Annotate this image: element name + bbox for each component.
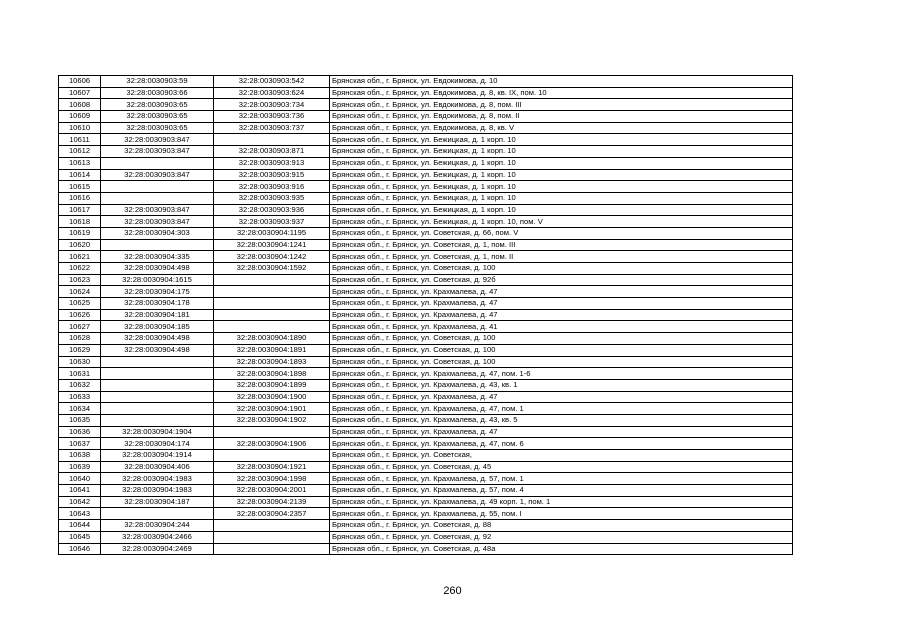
parcel-number-cell [101, 508, 214, 520]
parcel-number-cell: 32:28:0030904:178 [101, 298, 214, 310]
table-row [59, 379, 793, 391]
address-cell: Брянская обл., г. Брянск, ул. Советская, д. 100 [330, 344, 793, 356]
object-number-cell [214, 450, 330, 462]
address-cell: Брянская обл., г. Брянск, ул. Крахмалева, д. 47, пом. 6 [330, 438, 793, 450]
address-cell: Брянская обл., г. Брянск, ул. Бежицкая, д. 1 корп. 10 [330, 146, 793, 158]
address-cell: Брянская обл., г. Брянск, ул. Бежицкая, д. 1 корп. 10 [330, 192, 793, 204]
row-number-cell: 10611 [59, 134, 101, 146]
table-row [59, 309, 793, 321]
table-row [59, 263, 793, 275]
row-number-cell: 10622 [59, 263, 101, 275]
address-cell: Брянская обл., г. Брянск, ул. Крахмалева, д. 47 [330, 426, 793, 438]
row-number-cell: 10636 [59, 426, 101, 438]
row-number-cell: 10607 [59, 87, 101, 99]
object-number-cell: 32:28:0030903:916 [214, 181, 330, 193]
parcel-number-cell: 32:28:0030903:847 [101, 216, 214, 228]
row-number-cell: 10643 [59, 508, 101, 520]
address-cell: Брянская обл., г. Брянск, ул. Крахмалева, д. 47, пом. 1 [330, 403, 793, 415]
parcel-number-cell [101, 403, 214, 415]
address-cell: Брянская обл., г. Брянск, ул. Бежицкая, д. 1 корп. 10, пом. V [330, 216, 793, 228]
object-number-cell: 32:28:0030904:1195 [214, 227, 330, 239]
row-number-cell: 10617 [59, 204, 101, 216]
registry-table [58, 75, 793, 555]
row-number-cell: 10632 [59, 379, 101, 391]
row-number-cell: 10630 [59, 356, 101, 368]
address-cell: Брянская обл., г. Брянск, ул. Советская, д. 48а [330, 543, 793, 555]
table-row [59, 192, 793, 204]
parcel-number-cell: 32:28:0030903:847 [101, 169, 214, 181]
table-row [59, 344, 793, 356]
table-row [59, 298, 793, 310]
registry-table-body [59, 76, 793, 555]
table-row [59, 438, 793, 450]
row-number-cell: 10614 [59, 169, 101, 181]
object-number-cell [214, 520, 330, 532]
object-number-cell: 32:28:0030903:734 [214, 99, 330, 111]
row-number-cell: 10644 [59, 520, 101, 532]
object-number-cell [214, 321, 330, 333]
address-cell: Брянская обл., г. Брянск, ул. Евдокимова, д. 8, кв. V [330, 122, 793, 134]
parcel-number-cell: 32:28:0030904:498 [101, 263, 214, 275]
address-cell: Брянская обл., г. Брянск, ул. Крахмалева, д. 47 [330, 286, 793, 298]
parcel-number-cell [101, 414, 214, 426]
row-number-cell: 10631 [59, 368, 101, 380]
object-number-cell: 32:28:0030903:936 [214, 204, 330, 216]
row-number-cell: 10620 [59, 239, 101, 251]
table-row [59, 157, 793, 169]
address-cell: Брянская обл., г. Брянск, ул. Бежицкая, д. 1 корп. 10 [330, 204, 793, 216]
row-number-cell: 10623 [59, 274, 101, 286]
row-number-cell: 10613 [59, 157, 101, 169]
table-row [59, 286, 793, 298]
object-number-cell: 32:28:0030903:937 [214, 216, 330, 228]
page-number: 260 [443, 585, 462, 597]
parcel-number-cell [101, 391, 214, 403]
parcel-number-cell: 32:28:0030903:65 [101, 99, 214, 111]
parcel-number-cell [101, 192, 214, 204]
address-cell: Брянская обл., г. Брянск, ул. Бежицкая, д. 1 корп. 10 [330, 134, 793, 146]
row-number-cell: 10635 [59, 414, 101, 426]
parcel-number-cell [101, 356, 214, 368]
table-row [59, 531, 793, 543]
object-number-cell: 32:28:0030904:1899 [214, 379, 330, 391]
parcel-number-cell: 32:28:0030904:1983 [101, 473, 214, 485]
table-row [59, 251, 793, 263]
table-row [59, 204, 793, 216]
row-number-cell: 10641 [59, 485, 101, 497]
parcel-number-cell: 32:28:0030903:847 [101, 204, 214, 216]
row-number-cell: 10645 [59, 531, 101, 543]
parcel-number-cell [101, 239, 214, 251]
address-cell: Брянская обл., г. Брянск, ул. Евдокимова, д. 10 [330, 76, 793, 88]
table-row [59, 520, 793, 532]
row-number-cell: 10646 [59, 543, 101, 555]
address-cell: Брянская обл., г. Брянск, ул. Советская, д. 45 [330, 461, 793, 473]
address-cell: Брянская обл., г. Брянск, ул. Евдокимова, д. 8, пом. II [330, 111, 793, 123]
address-cell: Брянская обл., г. Брянск, ул. Советская, д. 92б [330, 274, 793, 286]
object-number-cell: 32:28:0030903:915 [214, 169, 330, 181]
parcel-number-cell: 32:28:0030904:303 [101, 227, 214, 239]
object-number-cell [214, 531, 330, 543]
object-number-cell: 32:28:0030904:1890 [214, 333, 330, 345]
row-number-cell: 10615 [59, 181, 101, 193]
parcel-number-cell: 32:28:0030903:847 [101, 146, 214, 158]
parcel-number-cell: 32:28:0030904:498 [101, 333, 214, 345]
table-row [59, 146, 793, 158]
row-number-cell: 10627 [59, 321, 101, 333]
parcel-number-cell: 32:28:0030904:2469 [101, 543, 214, 555]
table-row [59, 426, 793, 438]
parcel-number-cell: 32:28:0030904:498 [101, 344, 214, 356]
table-row [59, 450, 793, 462]
parcel-number-cell: 32:28:0030904:2466 [101, 531, 214, 543]
table-row [59, 239, 793, 251]
parcel-number-cell [101, 157, 214, 169]
row-number-cell: 10625 [59, 298, 101, 310]
table-row [59, 496, 793, 508]
parcel-number-cell [101, 181, 214, 193]
parcel-number-cell: 32:28:0030903:65 [101, 122, 214, 134]
table-row [59, 543, 793, 555]
parcel-number-cell: 32:28:0030904:174 [101, 438, 214, 450]
object-number-cell: 32:28:0030904:1893 [214, 356, 330, 368]
table-row [59, 227, 793, 239]
address-cell: Брянская обл., г. Брянск, ул. Крахмалева, д. 47 [330, 309, 793, 321]
object-number-cell [214, 134, 330, 146]
address-cell: Брянская обл., г. Брянск, ул. Советская, д. 88 [330, 520, 793, 532]
object-number-cell: 32:28:0030904:1898 [214, 368, 330, 380]
object-number-cell: 32:28:0030904:1921 [214, 461, 330, 473]
table-row [59, 111, 793, 123]
object-number-cell: 32:28:0030903:737 [214, 122, 330, 134]
object-number-cell: 32:28:0030904:1902 [214, 414, 330, 426]
parcel-number-cell [101, 379, 214, 391]
parcel-number-cell: 32:28:0030903:59 [101, 76, 214, 88]
object-number-cell: 32:28:0030904:1906 [214, 438, 330, 450]
table-row [59, 169, 793, 181]
address-cell: Брянская обл., г. Брянск, ул. Бежицкая, д. 1 корп. 10 [330, 181, 793, 193]
row-number-cell: 10609 [59, 111, 101, 123]
address-cell: Брянская обл., г. Брянск, ул. Советская, д. 1, пом. II [330, 251, 793, 263]
object-number-cell: 32:28:0030903:542 [214, 76, 330, 88]
table-row [59, 508, 793, 520]
parcel-number-cell: 32:28:0030904:1914 [101, 450, 214, 462]
object-number-cell: 32:28:0030904:1242 [214, 251, 330, 263]
table-row [59, 181, 793, 193]
address-cell: Брянская обл., г. Брянск, ул. Советская, д. 100 [330, 333, 793, 345]
object-number-cell: 32:28:0030904:1900 [214, 391, 330, 403]
address-cell: Брянская обл., г. Брянск, ул. Советская, д. 66, пом. V [330, 227, 793, 239]
row-number-cell: 10642 [59, 496, 101, 508]
address-cell: Брянская обл., г. Брянск, ул. Крахмалева, д. 41 [330, 321, 793, 333]
address-cell: Брянская обл., г. Брянск, ул. Советская, д. 92 [330, 531, 793, 543]
row-number-cell: 10608 [59, 99, 101, 111]
object-number-cell: 32:28:0030903:624 [214, 87, 330, 99]
row-number-cell: 10640 [59, 473, 101, 485]
address-cell: Брянская обл., г. Брянск, ул. Крахмалева, д. 47 [330, 298, 793, 310]
object-number-cell: 32:28:0030904:1891 [214, 344, 330, 356]
object-number-cell: 32:28:0030904:1241 [214, 239, 330, 251]
parcel-number-cell: 32:28:0030904:185 [101, 321, 214, 333]
table-row [59, 461, 793, 473]
table-row [59, 485, 793, 497]
object-number-cell: 32:28:0030904:1998 [214, 473, 330, 485]
table-row [59, 414, 793, 426]
table-row [59, 368, 793, 380]
row-number-cell: 10621 [59, 251, 101, 263]
address-cell: Брянская обл., г. Брянск, ул. Советская, [330, 450, 793, 462]
object-number-cell [214, 286, 330, 298]
parcel-number-cell [101, 368, 214, 380]
table-row [59, 333, 793, 345]
row-number-cell: 10616 [59, 192, 101, 204]
table-row [59, 473, 793, 485]
row-number-cell: 10633 [59, 391, 101, 403]
row-number-cell: 10628 [59, 333, 101, 345]
object-number-cell: 32:28:0030903:871 [214, 146, 330, 158]
row-number-cell: 10624 [59, 286, 101, 298]
address-cell: Брянская обл., г. Брянск, ул. Советская, д. 100 [330, 263, 793, 275]
parcel-number-cell: 32:28:0030903:847 [101, 134, 214, 146]
row-number-cell: 10634 [59, 403, 101, 415]
table-row [59, 356, 793, 368]
object-number-cell: 32:28:0030903:736 [214, 111, 330, 123]
parcel-number-cell: 32:28:0030903:66 [101, 87, 214, 99]
row-number-cell: 10606 [59, 76, 101, 88]
table-row [59, 403, 793, 415]
row-number-cell: 10637 [59, 438, 101, 450]
address-cell: Брянская обл., г. Брянск, ул. Евдокимова, д. 8, кв. IX, пом. 10 [330, 87, 793, 99]
row-number-cell: 10638 [59, 450, 101, 462]
table-row [59, 274, 793, 286]
row-number-cell: 10610 [59, 122, 101, 134]
object-number-cell: 32:28:0030904:1901 [214, 403, 330, 415]
table-row [59, 122, 793, 134]
address-cell: Брянская обл., г. Брянск, ул. Крахмалева, д. 57, пом. 4 [330, 485, 793, 497]
address-cell: Брянская обл., г. Брянск, ул. Крахмалева, д. 49 корп. 1, пом. 1 [330, 496, 793, 508]
address-cell: Брянская обл., г. Брянск, ул. Советская, д. 100 [330, 356, 793, 368]
parcel-number-cell: 32:28:0030904:244 [101, 520, 214, 532]
table-row [59, 391, 793, 403]
address-cell: Брянская обл., г. Брянск, ул. Крахмалева, д. 55, пом. I [330, 508, 793, 520]
address-cell: Брянская обл., г. Брянск, ул. Крахмалева, д. 47, пом. 1-6 [330, 368, 793, 380]
object-number-cell: 32:28:0030904:2001 [214, 485, 330, 497]
object-number-cell [214, 274, 330, 286]
address-cell: Брянская обл., г. Брянск, ул. Крахмалева, д. 43, кв. 5 [330, 414, 793, 426]
object-number-cell: 32:28:0030903:913 [214, 157, 330, 169]
table-row [59, 87, 793, 99]
object-number-cell [214, 426, 330, 438]
parcel-number-cell: 32:28:0030904:187 [101, 496, 214, 508]
parcel-number-cell: 32:28:0030903:65 [101, 111, 214, 123]
parcel-number-cell: 32:28:0030904:1904 [101, 426, 214, 438]
parcel-number-cell: 32:28:0030904:181 [101, 309, 214, 321]
row-number-cell: 10629 [59, 344, 101, 356]
row-number-cell: 10626 [59, 309, 101, 321]
address-cell: Брянская обл., г. Брянск, ул. Советская, д. 1, пом. III [330, 239, 793, 251]
object-number-cell [214, 309, 330, 321]
object-number-cell: 32:28:0030904:2357 [214, 508, 330, 520]
row-number-cell: 10639 [59, 461, 101, 473]
object-number-cell: 32:28:0030904:2139 [214, 496, 330, 508]
table-row [59, 321, 793, 333]
address-cell: Брянская обл., г. Брянск, ул. Бежицкая, д. 1 корп. 10 [330, 157, 793, 169]
row-number-cell: 10619 [59, 227, 101, 239]
address-cell: Брянская обл., г. Брянск, ул. Бежицкая, д. 1 корп. 10 [330, 169, 793, 181]
parcel-number-cell: 32:28:0030904:175 [101, 286, 214, 298]
address-cell: Брянская обл., г. Брянск, ул. Крахмалева, д. 57, пом. 1 [330, 473, 793, 485]
parcel-number-cell: 32:28:0030904:1983 [101, 485, 214, 497]
address-cell: Брянская обл., г. Брянск, ул. Крахмалева, д. 43, кв. 1 [330, 379, 793, 391]
object-number-cell: 32:28:0030903:935 [214, 192, 330, 204]
table-row [59, 216, 793, 228]
row-number-cell: 10618 [59, 216, 101, 228]
address-cell: Брянская обл., г. Брянск, ул. Евдокимова, д. 8, пом. III [330, 99, 793, 111]
parcel-number-cell: 32:28:0030904:406 [101, 461, 214, 473]
object-number-cell [214, 298, 330, 310]
table-row [59, 76, 793, 88]
table-row [59, 134, 793, 146]
table-row [59, 99, 793, 111]
parcel-number-cell: 32:28:0030904:1615 [101, 274, 214, 286]
address-cell: Брянская обл., г. Брянск, ул. Крахмалева, д. 47 [330, 391, 793, 403]
object-number-cell [214, 543, 330, 555]
object-number-cell: 32:28:0030904:1592 [214, 263, 330, 275]
parcel-number-cell: 32:28:0030904:335 [101, 251, 214, 263]
row-number-cell: 10612 [59, 146, 101, 158]
